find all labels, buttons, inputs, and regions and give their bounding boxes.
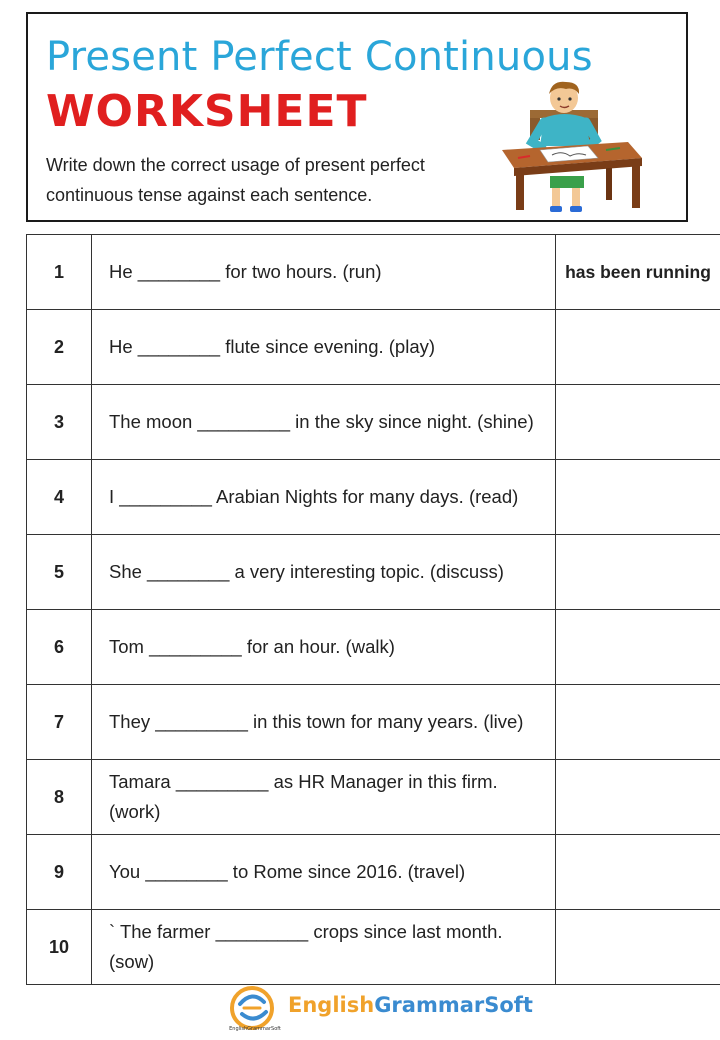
table-row (27, 310, 720, 385)
answer-cell (556, 535, 720, 610)
answer-cell (556, 610, 720, 685)
row-number: 4 (27, 460, 92, 535)
boy-at-desk-illustration (496, 78, 644, 216)
answer-cell (556, 460, 720, 535)
table-row (27, 460, 720, 535)
sentence-cell: Tamara _________ as HR Manager in this firm. (work) (92, 760, 556, 835)
row-number: 7 (27, 685, 92, 760)
table-row (27, 610, 720, 685)
answer-cell (556, 310, 720, 385)
answer-cell (556, 385, 720, 460)
worksheet-table (26, 234, 720, 985)
table-row (27, 760, 720, 835)
table-row (27, 685, 720, 760)
table-row (27, 835, 720, 910)
sentence-cell: They _________ in this town for many years. (live) (92, 685, 556, 760)
answer-cell: has been running (556, 235, 720, 310)
table-row (27, 385, 720, 460)
page-subtitle: WORKSHEET (46, 86, 368, 137)
logo-caption: EnglishGrammarSoft (229, 1026, 281, 1032)
sentence-cell: The moon _________ in the sky since night. (shine) (92, 385, 556, 460)
answer-cell (556, 835, 720, 910)
row-number: 6 (27, 610, 92, 685)
brand-name-part2: GrammarSoft (374, 993, 533, 1017)
row-number: 9 (27, 835, 92, 910)
row-number: 2 (27, 310, 92, 385)
row-number: 10 (27, 910, 92, 985)
brand-name-part1: English (288, 993, 375, 1017)
table-row (27, 910, 720, 985)
sentence-cell: Tom _________ for an hour. (walk) (92, 610, 556, 685)
row-number: 5 (27, 535, 92, 610)
row-number: 8 (27, 760, 92, 835)
sentence-cell: He ________ flute since evening. (play) (92, 310, 556, 385)
sentence-cell: I _________ Arabian Nights for many days. (read) (92, 460, 556, 535)
answer-cell (556, 685, 720, 760)
row-number: 1 (27, 235, 92, 310)
sentence-cell: ` The farmer _________ crops since last month. (sow) (92, 910, 556, 985)
brand-name (288, 993, 533, 1017)
sentence-cell: She ________ a very interesting topic. (discuss) (92, 535, 556, 610)
table-row (27, 235, 720, 310)
answer-cell (556, 910, 720, 985)
row-number: 3 (27, 385, 92, 460)
instructions-text: Write down the correct usage of present perfect continuous tense against each sentence. (46, 155, 425, 205)
sentence-cell: He ________ for two hours. (run) (92, 235, 556, 310)
page-title: Present Perfect Continuous (46, 34, 593, 80)
sentence-cell: You ________ to Rome since 2016. (travel) (92, 835, 556, 910)
table-row (27, 535, 720, 610)
answer-cell (556, 760, 720, 835)
